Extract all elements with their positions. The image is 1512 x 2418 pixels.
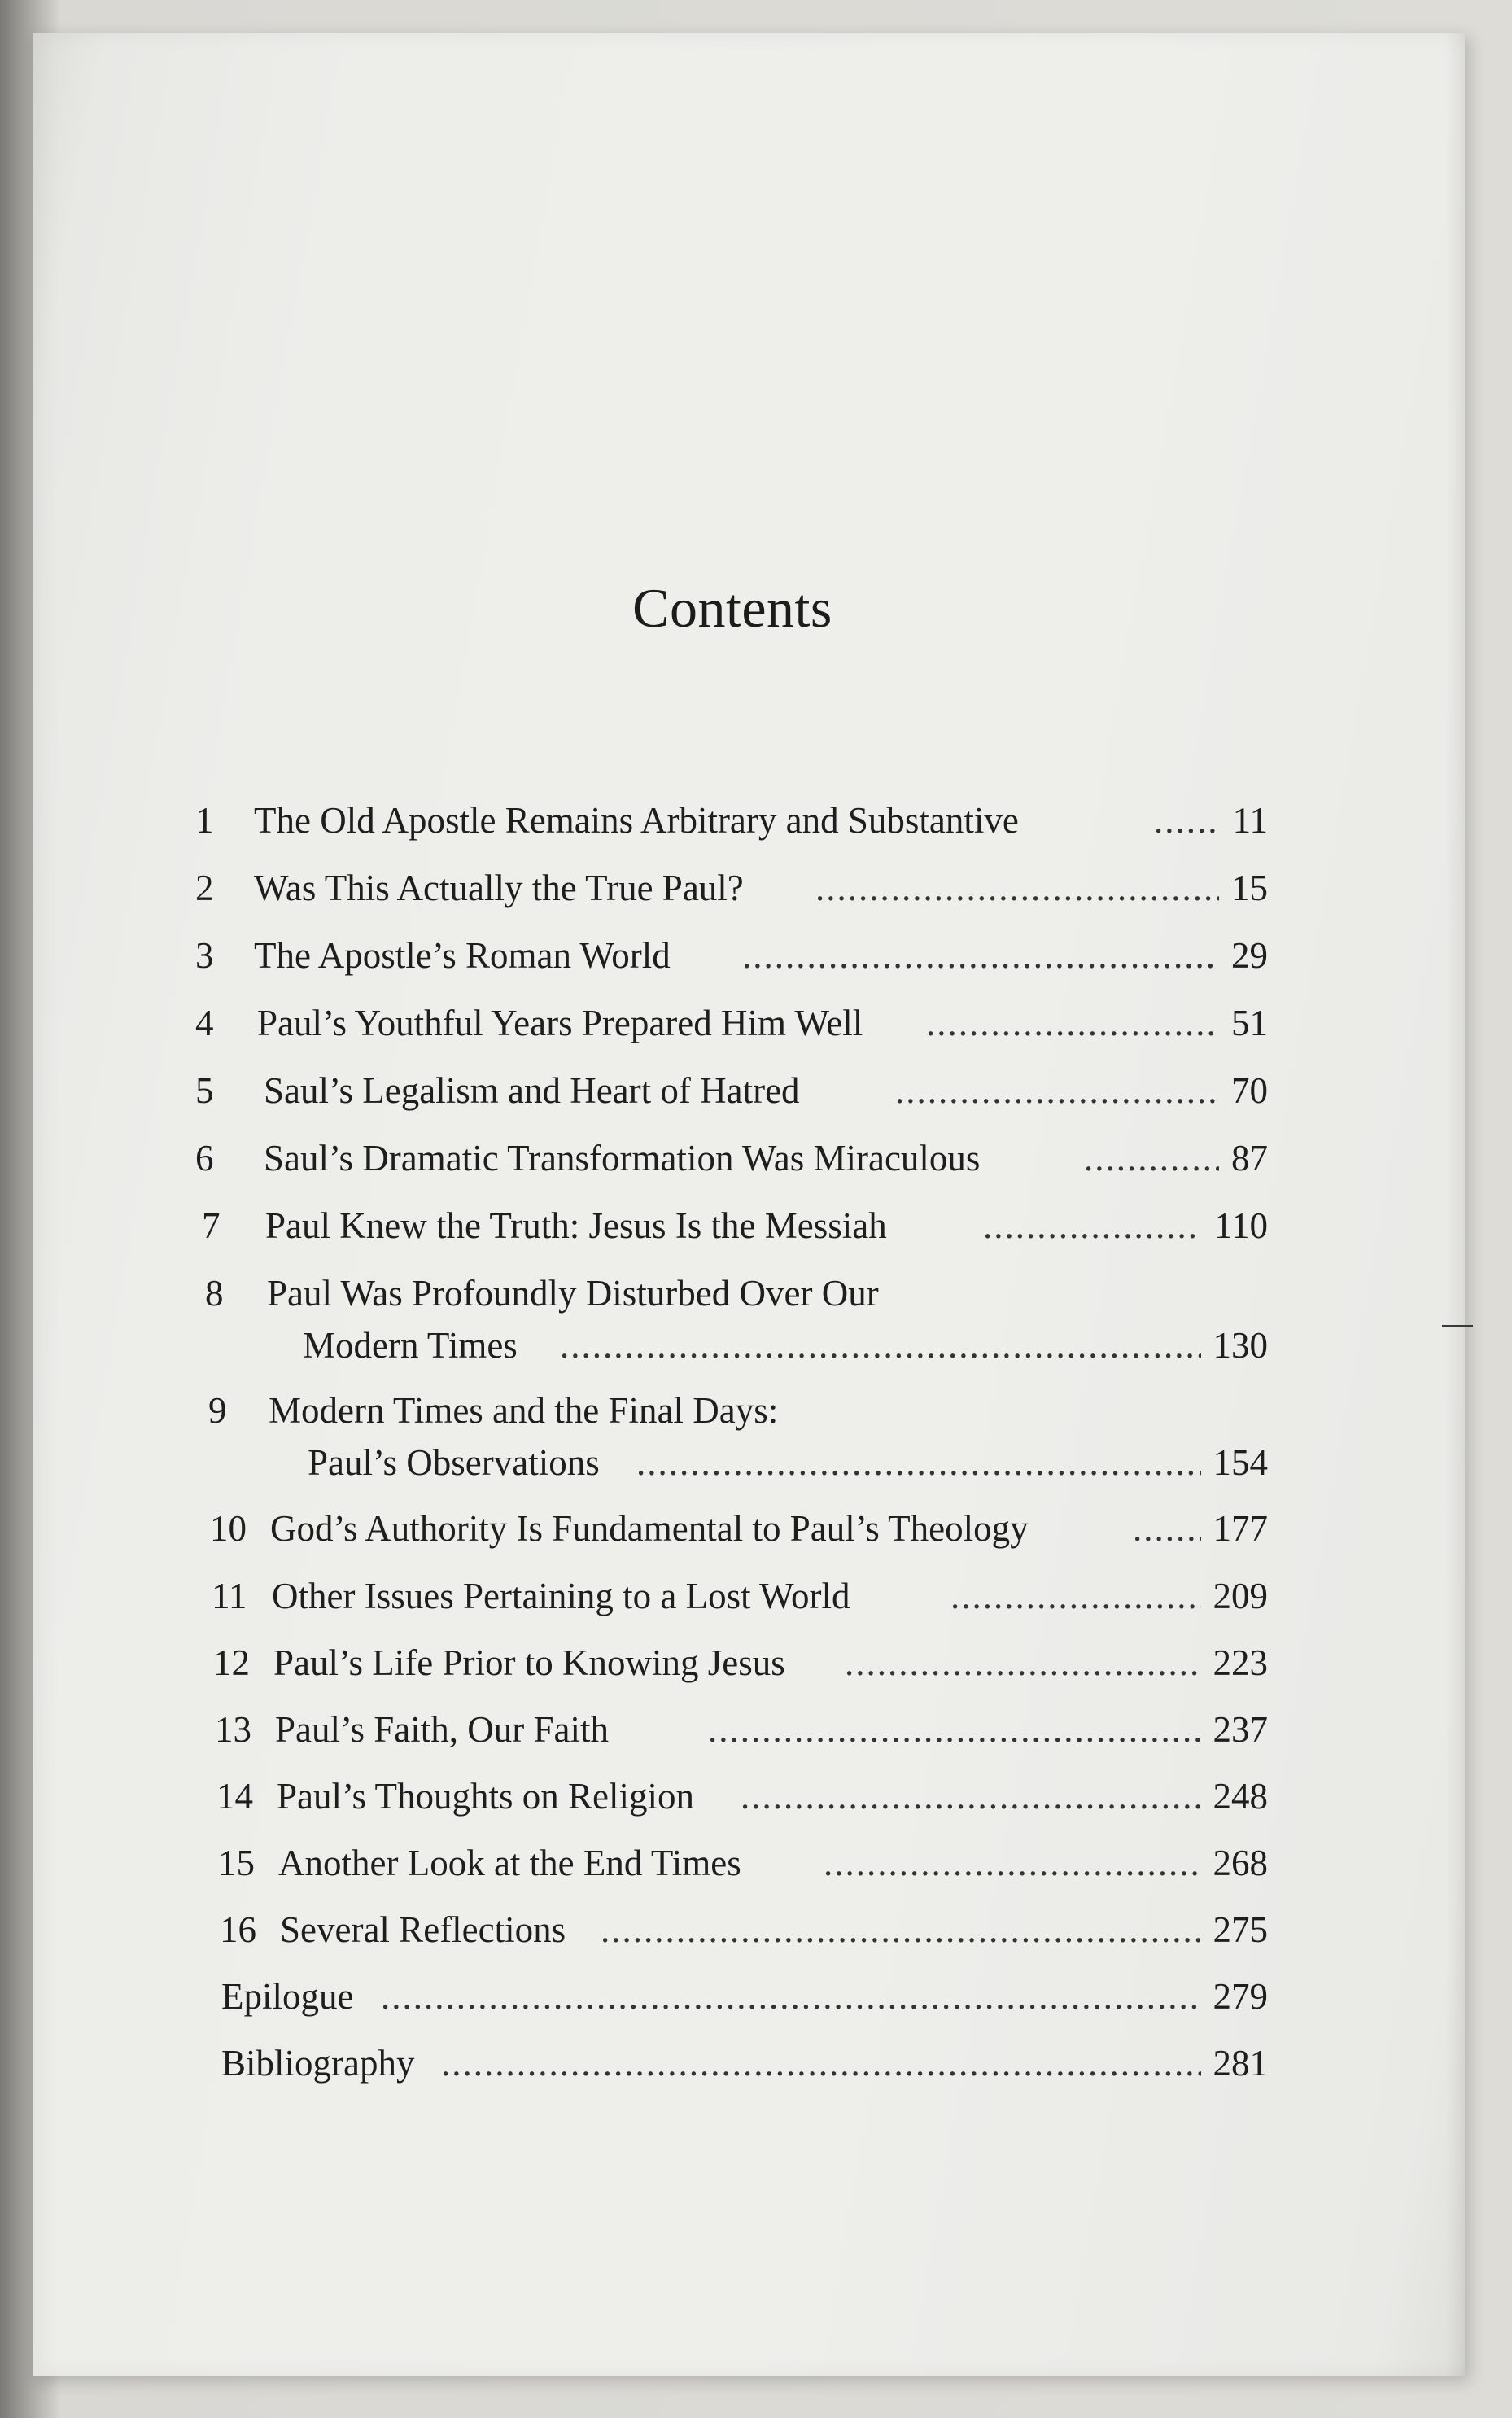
toc-number: 7: [202, 1205, 221, 1246]
toc-entry: [195, 999, 1268, 1047]
toc-number: 16: [220, 1909, 256, 1950]
toc-entry: [195, 1066, 1268, 1115]
toc-leader: [845, 1638, 1201, 1687]
toc-number: 4: [195, 1003, 214, 1043]
toc-entry: [195, 796, 1268, 845]
toc-page-number: 209: [1213, 1576, 1268, 1616]
toc-title: Paul Was Profoundly Disturbed Over Our: [267, 1273, 879, 1314]
toc-page-number: 11: [1232, 800, 1268, 841]
toc-title: Paul’s Faith, Our Faith: [275, 1709, 610, 1750]
toc-title: Modern Times and the Final Days:: [269, 1390, 779, 1431]
contents-heading: Contents: [632, 577, 832, 639]
toc-number: 6: [195, 1138, 214, 1178]
toc-leader: [926, 999, 1219, 1047]
toc-number: 8: [205, 1273, 224, 1314]
toc-title: Another Look at the End Times: [278, 1843, 741, 1883]
toc-page-number: 70: [1231, 1070, 1268, 1111]
toc-leader: [381, 1972, 1201, 2021]
toc-title: Saul’s Legalism and Heart of Hatred: [264, 1070, 800, 1111]
toc-leader: [560, 1321, 1201, 1370]
toc-number: 11: [212, 1576, 247, 1616]
toc-page-number: 248: [1213, 1776, 1268, 1817]
toc-leader: [1133, 1504, 1201, 1553]
toc-title: Was This Actually the True Paul?: [254, 868, 744, 908]
toc-entry: [195, 864, 1268, 912]
toc-leader: [1084, 1134, 1219, 1183]
toc-page-number: 237: [1213, 1709, 1268, 1750]
toc-title: Bibliography: [221, 2043, 415, 2084]
toc-number: 2: [195, 868, 214, 908]
toc-page-number: 51: [1231, 1003, 1268, 1043]
toc-entry: [205, 1269, 1268, 1373]
toc-leader: [895, 1066, 1219, 1115]
toc-title: Paul’s Youthful Years Prepared Him Well: [257, 1003, 863, 1043]
toc-leader: [708, 1705, 1201, 1754]
toc-title: The Old Apostle Remains Arbitrary and Substantive: [254, 800, 1019, 841]
toc-leader: [742, 931, 1219, 980]
toc-leader: [950, 1572, 1201, 1620]
toc-title: Saul’s Dramatic Transformation Was Miraculous: [264, 1138, 981, 1178]
toc-title: God’s Authority Is Fundamental to Paul’s Theology: [270, 1508, 1029, 1549]
toc-page-number: 154: [1213, 1442, 1268, 1483]
toc-number: 5: [195, 1070, 214, 1111]
toc-entry: [221, 2039, 1268, 2088]
toc-page-number: 130: [1213, 1325, 1268, 1366]
toc-leader: [636, 1438, 1201, 1487]
toc-leader: [741, 1772, 1201, 1821]
toc-title: Paul’s Thoughts on Religion: [277, 1776, 694, 1817]
toc-title: Epilogue: [221, 1976, 354, 2017]
toc-leader: [815, 864, 1219, 912]
toc-number: 13: [215, 1709, 251, 1750]
toc-entry: [195, 931, 1268, 980]
toc-page-number: 87: [1231, 1138, 1268, 1178]
toc-title-continued: Paul’s Observations: [308, 1442, 600, 1483]
toc-title: Paul’s Life Prior to Knowing Jesus: [273, 1642, 785, 1683]
toc-page-number: 177: [1213, 1508, 1268, 1549]
toc-title-continued: Modern Times: [303, 1325, 518, 1366]
toc-number: 12: [213, 1642, 250, 1683]
toc-title: Several Reflections: [280, 1909, 566, 1950]
toc-leader: [601, 1905, 1201, 1954]
toc-number: 1: [195, 800, 214, 841]
toc-entry: [195, 1134, 1268, 1183]
toc-number: 15: [218, 1843, 255, 1883]
toc-entry: [215, 1705, 1268, 1754]
toc-title: Other Issues Pertaining to a Lost World: [272, 1576, 850, 1616]
toc-number: 10: [210, 1508, 247, 1549]
toc-page-number: 15: [1231, 868, 1268, 908]
toc-entry: [212, 1572, 1268, 1620]
toc-number: 9: [208, 1390, 227, 1431]
toc-title: Paul Knew the Truth: Jesus Is the Messiah: [265, 1205, 887, 1246]
toc-page-number: 110: [1214, 1205, 1268, 1246]
toc-leader: [441, 2039, 1201, 2088]
toc-entry: [218, 1839, 1268, 1887]
toc-number: 3: [195, 935, 214, 976]
toc-entry: [202, 1201, 1268, 1250]
toc-page-number: 279: [1213, 1976, 1268, 2017]
toc-title: The Apostle’s Roman World: [254, 935, 671, 976]
toc-entry: [208, 1386, 1268, 1490]
toc-leader: [824, 1839, 1201, 1887]
toc-entry: [220, 1905, 1268, 1954]
toc-leader: [1154, 796, 1219, 845]
toc-entry: [221, 1972, 1268, 2021]
toc-leader: [983, 1201, 1201, 1250]
toc-entry: [213, 1638, 1268, 1687]
toc-page-number: 223: [1213, 1642, 1268, 1683]
toc-entry: [210, 1504, 1268, 1553]
toc-page-number: 29: [1231, 935, 1268, 976]
toc-entry: [216, 1772, 1268, 1821]
toc-page-number: 268: [1213, 1843, 1268, 1883]
toc-number: 14: [216, 1776, 253, 1817]
toc-page-number: 281: [1213, 2043, 1268, 2084]
toc-page-number: 275: [1213, 1909, 1268, 1950]
